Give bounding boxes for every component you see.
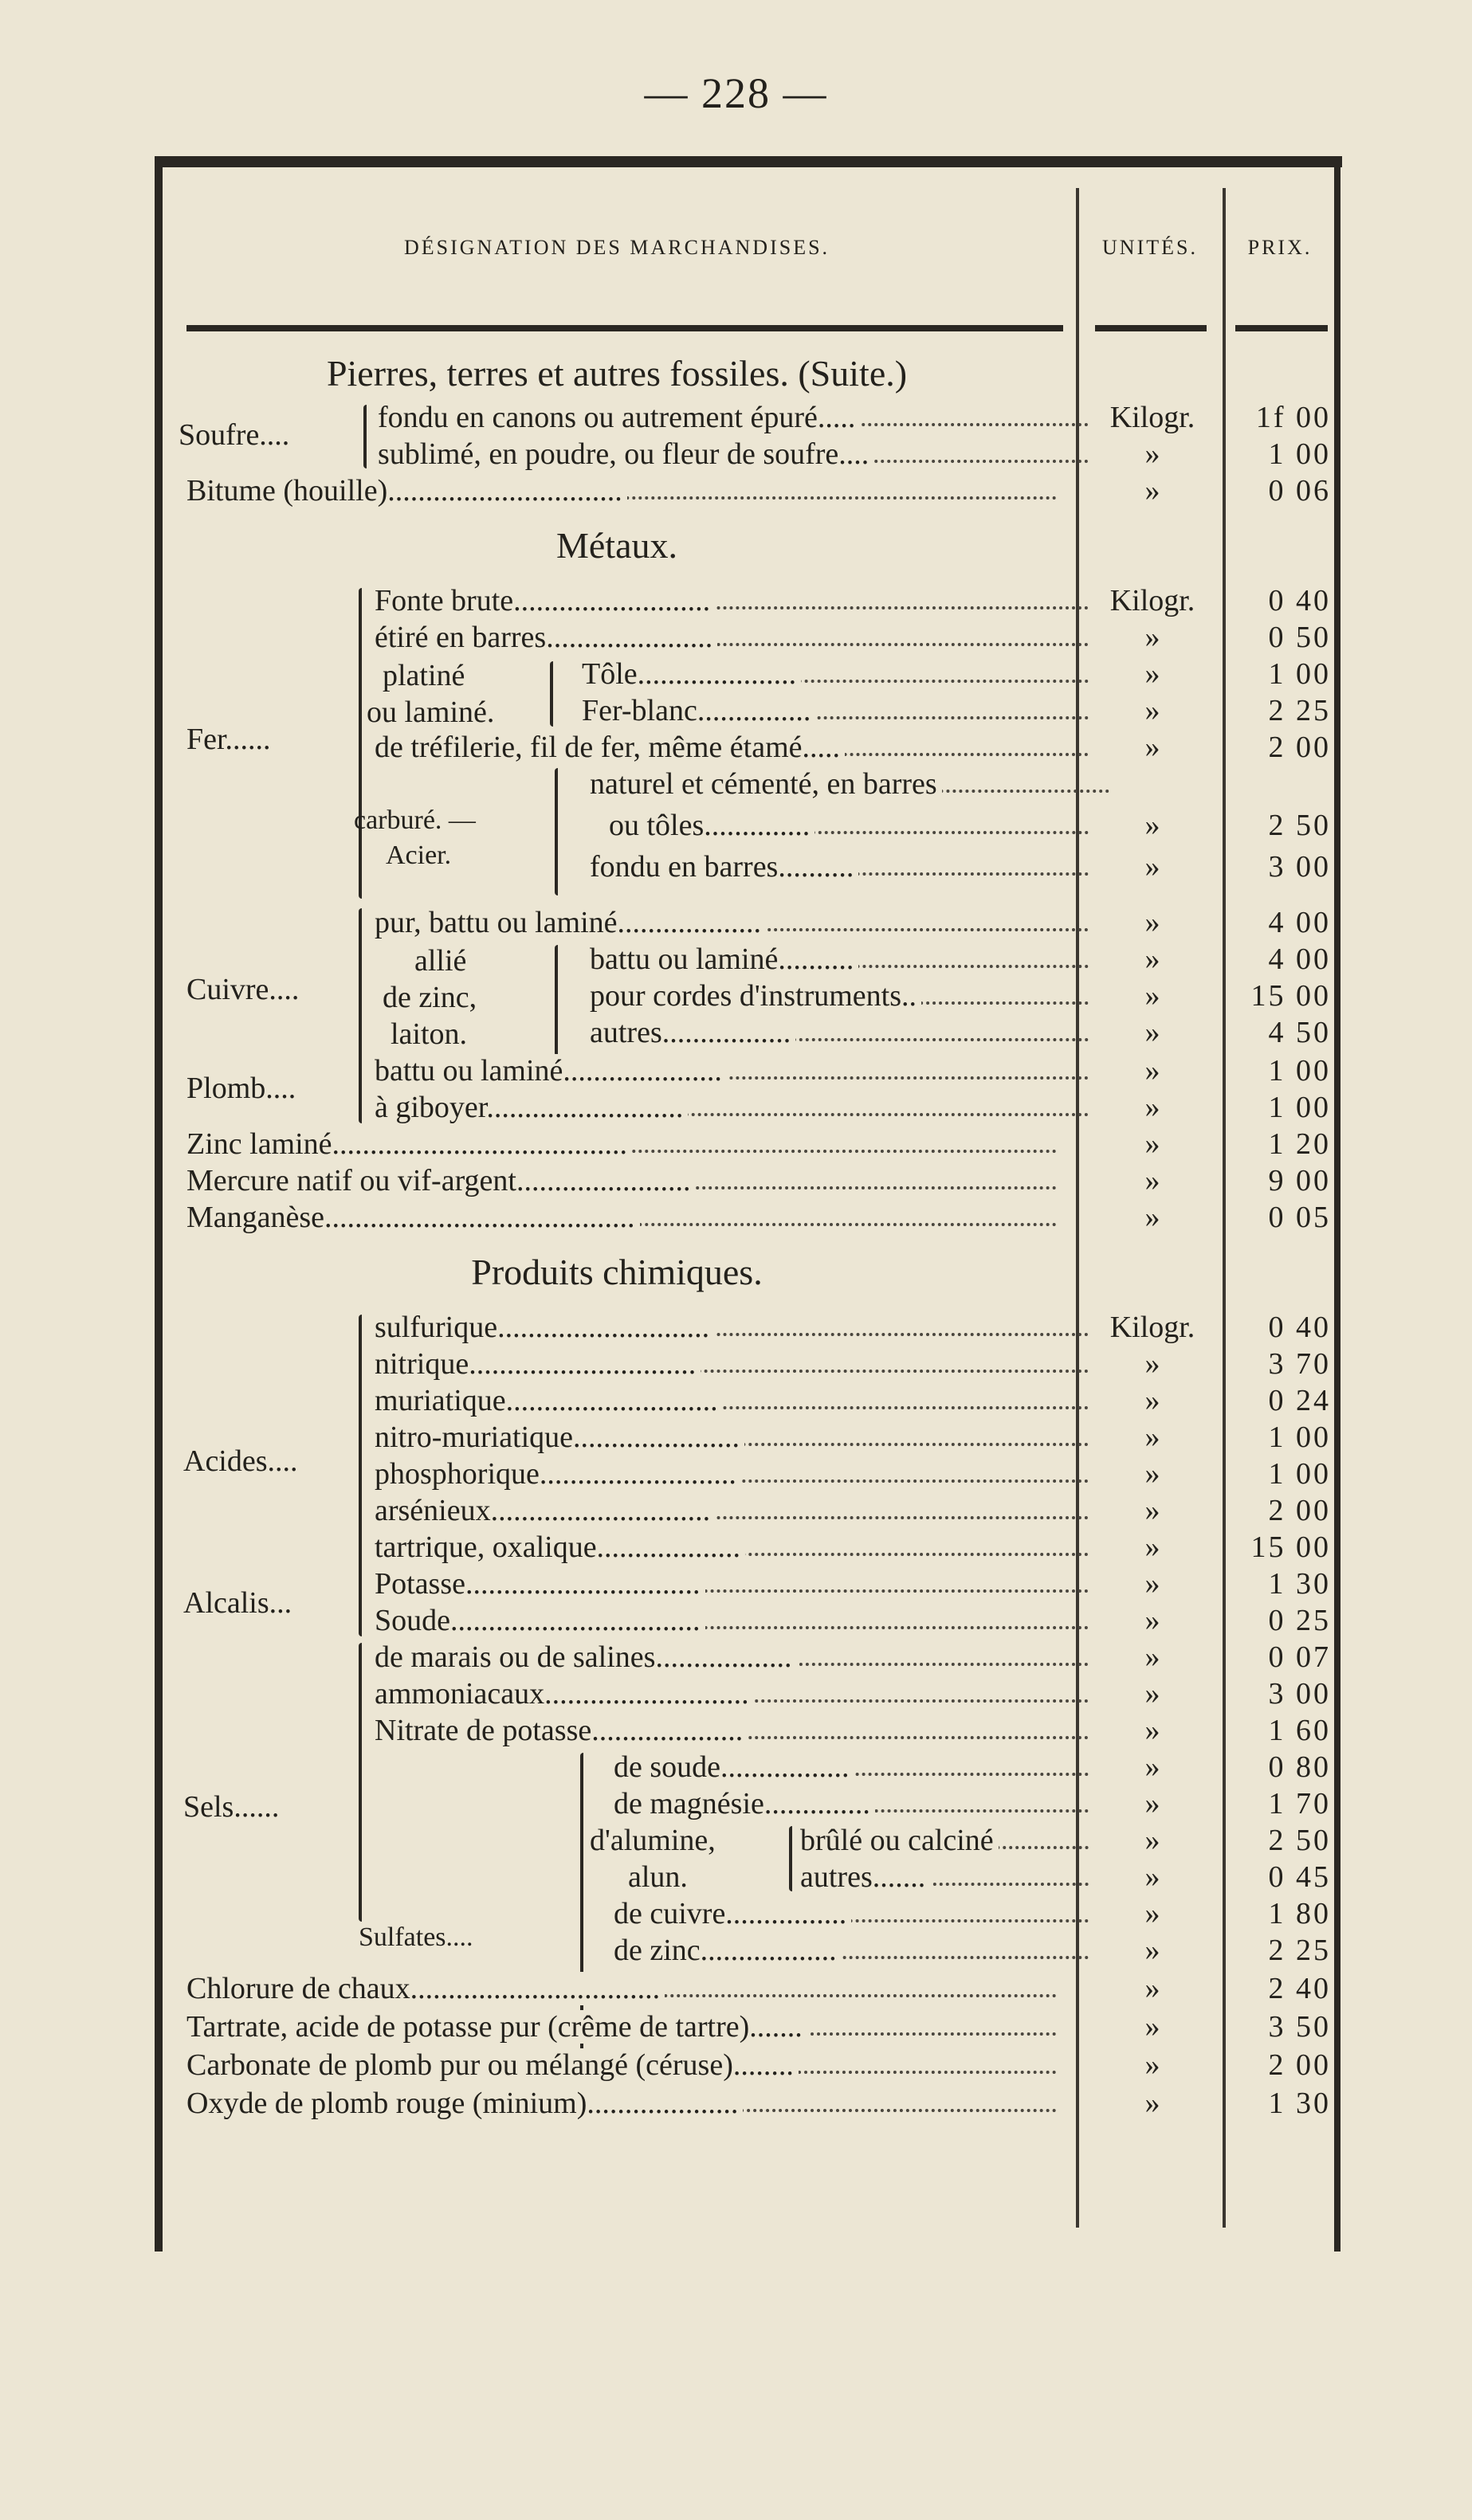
row-unit: »	[1144, 809, 1160, 842]
row-description: autres.......	[800, 1860, 1095, 1895]
row-unit: »	[1144, 731, 1160, 764]
header-unites: UNITÉS.	[1102, 236, 1198, 259]
table-row	[186, 693, 1334, 728]
header-rule-prix	[1235, 325, 1328, 331]
table-row	[186, 978, 1334, 1013]
row-unit: »	[1144, 1604, 1160, 1637]
table-row	[186, 620, 1334, 655]
table-row	[186, 905, 1334, 940]
row-price: 2 50	[1268, 809, 1331, 842]
row-price: 3 00	[1268, 1677, 1331, 1711]
row-price: 0 05	[1268, 1201, 1331, 1234]
table-row	[186, 1896, 1334, 1931]
row-price: 1 00	[1268, 437, 1331, 471]
top-rule	[155, 156, 1342, 167]
table-row	[186, 1383, 1334, 1418]
label-sulfates: Sulfates....	[359, 1922, 473, 1952]
row-description: phosphorique..........................	[375, 1456, 1095, 1491]
row-unit: »	[1144, 1201, 1160, 1234]
row-description: Chlorure de chaux.................................	[186, 1971, 1063, 2006]
row-description: ammoniacaux...........................	[375, 1676, 1095, 1711]
section-title-chimiques: Produits chimiques.	[471, 1252, 763, 1292]
group-label-sels: Sels......	[183, 1790, 280, 1824]
row-price: 2 00	[1268, 1494, 1331, 1527]
row-unit: »	[1144, 979, 1160, 1013]
row-price: 0 50	[1268, 621, 1331, 654]
right-rule	[1334, 156, 1341, 2252]
row-unit: »	[1144, 1347, 1160, 1381]
table-row	[186, 1713, 1334, 1748]
row-description: nitrique..............................	[375, 1346, 1095, 1381]
table-row	[186, 1530, 1334, 1565]
group-label-cuivre: Cuivre....	[186, 973, 300, 1006]
row-unit: »	[1144, 474, 1160, 508]
row-description: arsénieux.............................	[375, 1493, 1095, 1528]
table-row	[186, 1933, 1334, 1968]
row-price: 0 24	[1268, 1384, 1331, 1417]
table-row	[186, 942, 1334, 977]
row-price: 3 50	[1268, 2010, 1331, 2044]
group-label-soufre: Soufre....	[179, 418, 290, 452]
row-unit: »	[1144, 621, 1160, 654]
row-description: Bitume (houille)...............................	[186, 473, 1063, 508]
row-price: 2 00	[1268, 731, 1331, 764]
row-description: Oxyde de plomb rouge (minium)....................	[186, 2086, 1063, 2121]
table-row	[186, 1163, 1334, 1198]
row-unit: »	[1144, 906, 1160, 939]
row-description: Carbonate de plomb pur ou mélangé (céruse)........	[186, 2048, 1063, 2083]
row-unit: »	[1144, 1897, 1160, 1930]
label-acier: Acier.	[386, 841, 452, 870]
row-price: 1 00	[1268, 1457, 1331, 1491]
label-platine: platiné	[383, 659, 465, 692]
row-price: 2 25	[1268, 1934, 1331, 1967]
row-price: 1 30	[1268, 2087, 1331, 2120]
row-description: tartrique, oxalique...................	[375, 1530, 1095, 1565]
table-row	[186, 473, 1334, 508]
row-unit: Kilogr.	[1109, 584, 1195, 617]
group-label-acides: Acides....	[183, 1444, 298, 1478]
row-unit: »	[1144, 1750, 1160, 1784]
row-price: 0 45	[1268, 1860, 1331, 1894]
row-price: 1 00	[1268, 1054, 1331, 1088]
row-price: 1 80	[1268, 1897, 1331, 1930]
header-prix: PRIX.	[1247, 236, 1313, 259]
row-unit: »	[1144, 943, 1160, 976]
row-description: ou tôles..............	[609, 808, 1095, 843]
header-rule-unites	[1095, 325, 1207, 331]
row-description: battu ou laminé..........	[590, 942, 1095, 977]
table-row	[186, 1823, 1334, 1858]
table-row	[186, 2048, 1334, 2083]
row-price: 4 00	[1268, 906, 1331, 939]
row-unit: »	[1144, 1824, 1160, 1857]
row-unit: »	[1144, 1714, 1160, 1747]
row-price: 2 00	[1268, 2048, 1331, 2082]
row-price: 0 07	[1268, 1640, 1331, 1674]
row-description: de soude.................	[614, 1750, 1095, 1785]
row-price: 2 25	[1268, 694, 1331, 727]
row-description: de cuivre................	[614, 1896, 1095, 1931]
table-row	[186, 730, 1334, 765]
label-laiton: laiton.	[391, 1017, 468, 1051]
row-unit: Kilogr.	[1109, 401, 1195, 434]
table-row	[186, 437, 1334, 472]
left-rule	[155, 156, 163, 2252]
row-description: sublimé, en poudre, ou fleur de soufre....	[378, 437, 1095, 472]
row-unit: »	[1144, 2087, 1160, 2120]
row-unit: »	[1144, 1567, 1160, 1601]
row-price: 1 20	[1268, 1127, 1331, 1161]
row-price: 15 00	[1250, 1530, 1331, 1564]
row-price: 4 00	[1268, 943, 1331, 976]
row-unit: »	[1144, 1127, 1160, 1161]
row-description: pur, battu ou laminé...................	[375, 905, 1095, 940]
row-unit: »	[1144, 1054, 1160, 1088]
row-description: étiré en barres......................	[375, 620, 1095, 655]
row-description: à giboyer..........................	[375, 1090, 1095, 1125]
row-price: 1 70	[1268, 1787, 1331, 1820]
table-row	[186, 849, 1334, 884]
label-alun: alun.	[628, 1860, 688, 1894]
table-row	[186, 1676, 1334, 1711]
table-row	[186, 1786, 1334, 1821]
table-row	[186, 583, 1334, 618]
row-description: Fer-blanc...............	[582, 693, 1095, 728]
row-description: Mercure natif ou vif-argent.......................	[186, 1163, 1063, 1198]
row-unit: »	[1144, 1934, 1160, 1967]
row-price: 0 06	[1268, 474, 1331, 508]
row-description: pour cordes d'instruments..	[590, 978, 1095, 1013]
row-unit: »	[1144, 1164, 1160, 1197]
table-row	[186, 400, 1334, 435]
row-price: 15 00	[1250, 979, 1331, 1013]
row-price: 3 70	[1268, 1347, 1331, 1381]
row-description: de zinc..................	[614, 1933, 1095, 1968]
row-description: de magnésie..............	[614, 1786, 1095, 1821]
row-unit: »	[1144, 1530, 1160, 1564]
row-price: 0 25	[1268, 1604, 1331, 1637]
table-row	[186, 1493, 1334, 1528]
row-description: battu ou laminé.....................	[375, 1053, 1095, 1088]
row-unit: »	[1144, 2048, 1160, 2082]
table-row	[186, 1015, 1334, 1050]
table-row	[186, 1200, 1334, 1235]
table-row	[186, 1860, 1334, 1895]
row-price: 1 00	[1268, 1421, 1331, 1454]
row-unit: »	[1144, 1677, 1160, 1711]
row-price: 1 00	[1268, 1091, 1331, 1124]
table-row	[186, 1971, 1334, 2006]
row-description: Potasse...............................	[375, 1566, 1095, 1601]
row-unit: »	[1144, 1421, 1160, 1454]
row-price: 4 50	[1268, 1016, 1331, 1049]
row-description: de marais ou de salines..................	[375, 1640, 1095, 1675]
row-description: Tartrate, acide de potasse pur (crême de tartre).......	[186, 2009, 1063, 2044]
row-description: Nitrate de potasse....................	[375, 1713, 1095, 1748]
label-carbure: carburé. —	[354, 805, 476, 835]
row-price: 1 60	[1268, 1714, 1331, 1747]
row-description: autres.................	[590, 1015, 1095, 1050]
row-unit: »	[1144, 1091, 1160, 1124]
row-description: Zinc laminé.......................................	[186, 1127, 1063, 1162]
label-de-zinc: de zinc,	[383, 981, 477, 1014]
label-alumine: d'alumine,	[590, 1824, 716, 1857]
section-title-pierres: Pierres, terres et autres fossiles. (Suite.)	[326, 353, 908, 394]
row-unit: »	[1144, 850, 1160, 884]
row-unit: »	[1144, 1384, 1160, 1417]
row-unit: »	[1144, 1787, 1160, 1820]
row-unit: »	[1144, 1860, 1160, 1894]
table-row	[186, 1310, 1334, 1345]
row-price: 1f 00	[1255, 401, 1331, 434]
table-row	[186, 1456, 1334, 1491]
section-title-metaux: Métaux.	[555, 525, 677, 566]
row-price: 9 00	[1268, 1164, 1331, 1197]
row-description: fondu en canons ou autrement épuré.....	[378, 400, 1095, 435]
label-allie: allié	[414, 944, 467, 978]
table-row	[186, 1750, 1334, 1785]
row-unit: »	[1144, 2010, 1160, 2044]
header-rule-designation	[186, 325, 1063, 331]
page-number: — 228 —	[644, 69, 828, 117]
table-row	[186, 2009, 1334, 2044]
row-description: Manganèse.........................................	[186, 1200, 1063, 1235]
label-lamine: ou laminé.	[367, 696, 495, 729]
table-frame	[155, 156, 1342, 2252]
row-price: 0 40	[1268, 1311, 1331, 1344]
row-price: 3 00	[1268, 850, 1331, 884]
row-unit: »	[1144, 1640, 1160, 1674]
row-description: muriatique............................	[375, 1383, 1095, 1418]
header-designation: DÉSIGNATION DES MARCHANDISES.	[403, 236, 830, 259]
row-description: brûlé ou calciné	[800, 1823, 1095, 1858]
row-description: Tôle.....................	[582, 656, 1095, 692]
row-unit: Kilogr.	[1109, 1311, 1195, 1344]
row-description: nitro-muriatique......................	[375, 1420, 1095, 1455]
row-unit: »	[1144, 1457, 1160, 1491]
row-unit: »	[1144, 437, 1160, 471]
group-label-plomb: Plomb....	[186, 1072, 296, 1105]
row-unit: »	[1144, 1016, 1160, 1049]
row-unit: »	[1144, 694, 1160, 727]
row-price: 0 40	[1268, 584, 1331, 617]
row-unit: »	[1144, 1972, 1160, 2005]
table-row	[186, 1346, 1334, 1381]
group-label-alcalis: Alcalis...	[183, 1586, 292, 1620]
table-row	[186, 1053, 1334, 1088]
table-row	[186, 2086, 1334, 2121]
row-price: 1 00	[1268, 657, 1331, 691]
row-description: Soude.................................	[375, 1603, 1095, 1638]
table-row	[186, 1420, 1334, 1455]
table-row	[186, 656, 1334, 692]
table-row	[186, 766, 1334, 801]
row-description: fondu en barres..........	[590, 849, 1095, 884]
table-row	[186, 1603, 1334, 1638]
row-description: naturel et cémenté, en barres	[590, 766, 1116, 801]
row-unit: »	[1144, 657, 1160, 691]
row-description: de tréfilerie, fil de fer, même étamé.....	[375, 730, 1095, 765]
table-row	[186, 808, 1334, 843]
table-row	[186, 1640, 1334, 1675]
table-row	[186, 1090, 1334, 1125]
row-price: 2 50	[1268, 1824, 1331, 1857]
row-price: 1 30	[1268, 1567, 1331, 1601]
row-unit: »	[1144, 1494, 1160, 1527]
row-description: sulfurique............................	[375, 1310, 1095, 1345]
row-description: Fonte brute..........................	[375, 583, 1095, 618]
table-row	[186, 1566, 1334, 1601]
row-price: 2 40	[1268, 1972, 1331, 2005]
row-price: 0 80	[1268, 1750, 1331, 1784]
table-row	[186, 1127, 1334, 1162]
group-label-fer: Fer......	[186, 723, 271, 756]
